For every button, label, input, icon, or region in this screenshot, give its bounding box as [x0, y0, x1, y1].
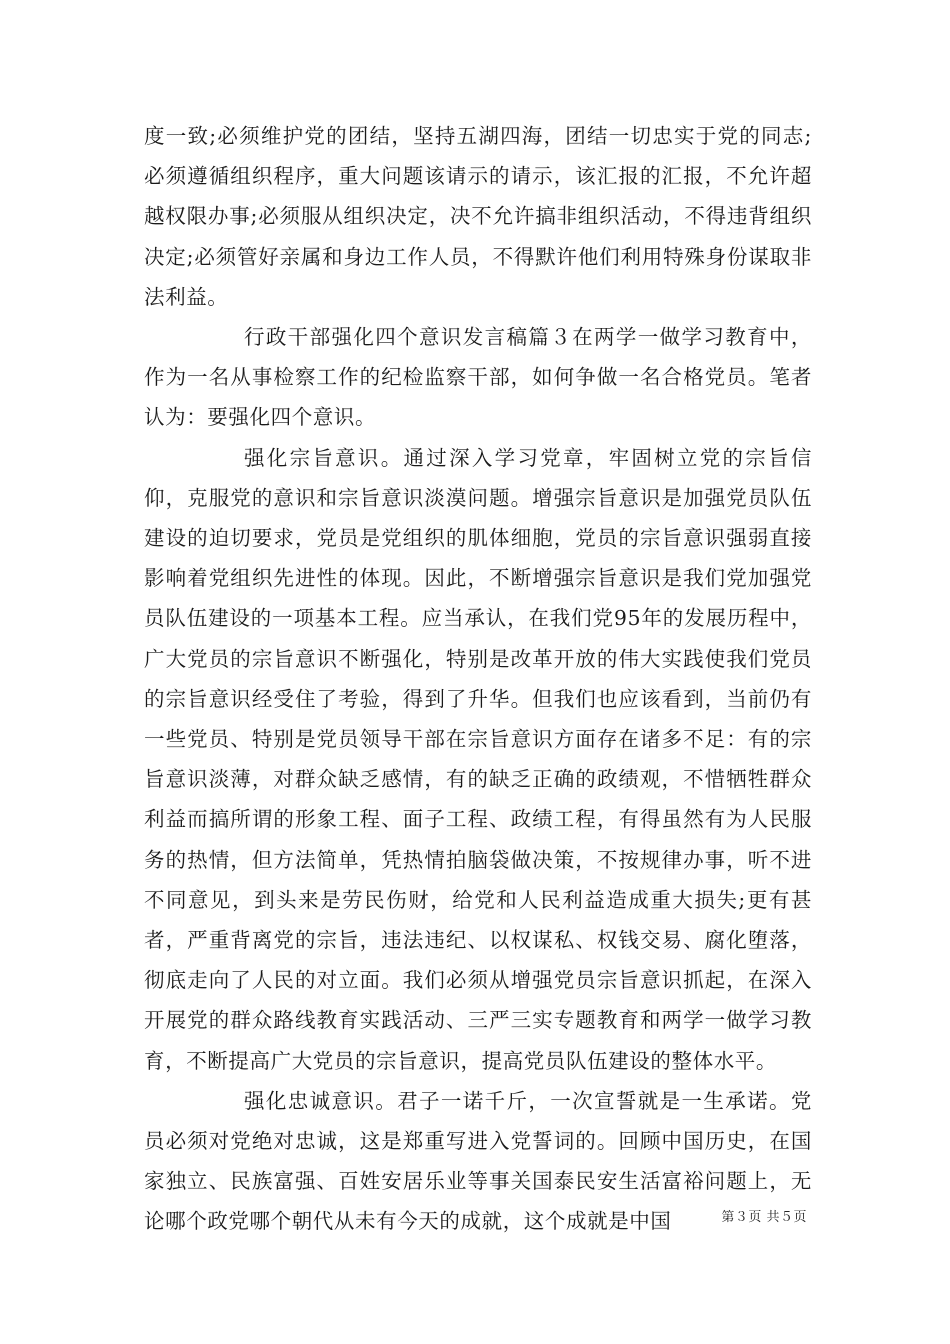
- paragraph-continuation: 度一致;必须维护党的团结，坚持五湖四海，团结一切忠实于党的同志;必须遵循组织程序，重大问题该请示的请示，该汇报的汇报，不允许超越权限办事;必须服从组织决定，决不允许搞非组织活动，不得违背组织决定;必须管好亲属和身边工作人员，不得默许他们利用特殊身份谋取非法利益。: [144, 124, 812, 309]
- page-number-footer: 第３页 共５页: [721, 1210, 807, 1225]
- document-body: [144, 116, 812, 1242]
- paragraph-purpose-awareness: 强化宗旨意识。通过深入学习党章，牢固树立党的宗旨信仰，克服党的意识和宗旨意识淡漠问题。增强宗旨意识是加强党员队伍建设的迫切要求，党员是党组织的肌体细胞，党员的宗旨意识强弱直接影响着党组织先进性的体现。因此，不断增强宗旨意识是我们党加强党员队伍建设的一项基本工程。应当承认，在我们党95年的发展历程中，广大党员的宗旨意识不断强化，特别是改革开放的伟大实践使我们党员的宗旨意识经受住了考验，得到了升华。但我们也应该看到，当前仍有一些党员、特别是党员领导干部在宗旨意识方面存在诸多不足：有的宗旨意识淡薄，对群众缺乏感情，有的缺乏正确的政绩观，不惜牺牲群众利益而搞所谓的形象工程、面子工程、政绩工程，有得虽然有为人民服务的热情，但方法简单，凭热情拍脑袋做决策，不按规律办事，听不进不同意见，到头来是劳民伤财，给党和人民利益造成重大损失;更有甚者，严重背离党的宗旨，违法违纪、以权谋私、权钱交易、腐化堕落，彻底走向了人民的对立面。我们必须从增强党员宗旨意识抓起，在深入开展党的群众路线教育实践活动、三严三实专题教育和两学一做学习教育，不断提高广大党员的宗旨意识，提高党员队伍建设的整体水平。: [144, 445, 812, 1073]
- paragraph-section-intro: 行政干部强化四个意识发言稿篇３在两学一做学习教育中，作为一名从事检察工作的纪检监察干部，如何争做一名合格党员。笔者认为：要强化四个意识。: [144, 325, 812, 430]
- paragraph-loyalty-awareness: 强化忠诚意识。君子一诺千斤，一次宣誓就是一生承诺。党员必须对党绝对忠诚，这是郑重写进入党誓词的。回顾中国历史，在国家独立、民族富强、百姓安居乐业等事关国泰民安生活富裕问题上，无论哪个政党哪个朝代从未有今天的成就，这个成就是中国: [144, 1088, 812, 1234]
